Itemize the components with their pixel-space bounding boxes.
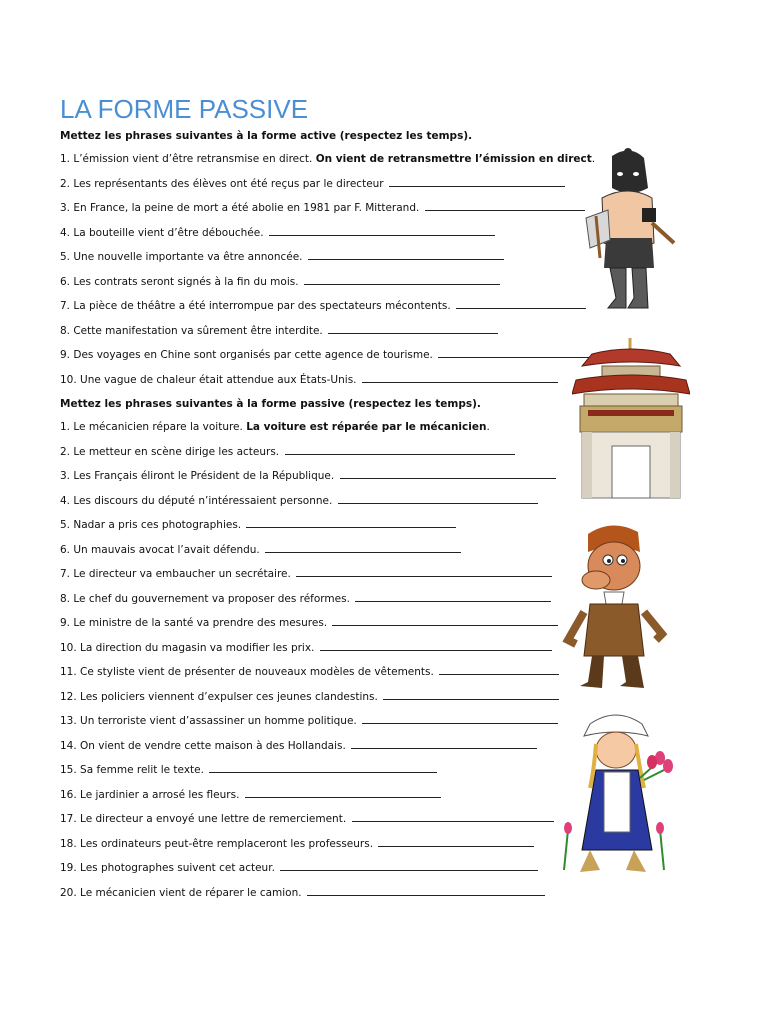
answer-blank[interactable]: [383, 690, 559, 700]
answer-blank[interactable]: [269, 226, 495, 236]
exercise-item: [60, 641, 552, 655]
exercise-sentence: 7. La pièce de théâtre a été interrompue par des spectateurs mécontents.: [60, 300, 451, 312]
answer-blank[interactable]: [280, 861, 538, 871]
exercise-item: [60, 886, 545, 900]
answer-blank[interactable]: [362, 714, 558, 724]
answer-blank[interactable]: [378, 837, 534, 847]
example-answer: On vient de retransmettre l’émission en direct: [315, 153, 592, 165]
answer-blank[interactable]: [362, 373, 558, 383]
exercise-item: [60, 837, 534, 851]
answer-blank[interactable]: [304, 275, 500, 285]
exercise-sentence: 17. Le directeur a envoyé une lettre de remerciement.: [60, 813, 347, 825]
answer-blank[interactable]: [307, 886, 545, 896]
exercise-item: [60, 690, 559, 704]
exercise-item: [60, 275, 500, 289]
exercise-item: [60, 226, 495, 240]
answer-blank[interactable]: [351, 739, 537, 749]
exercise-item: [60, 518, 456, 532]
exercise-item: [60, 616, 558, 630]
exercise-sentence: 7. Le directeur va embaucher un secrétaire.: [60, 568, 291, 580]
exercise-sentence: 6. Un mauvais avocat l’avait défendu.: [60, 544, 260, 556]
exercise-item: [60, 445, 515, 459]
exercise-item: [60, 324, 498, 338]
answer-blank[interactable]: [308, 250, 504, 260]
answer-blank[interactable]: [355, 592, 551, 602]
exercise-sentence: 14. On vient de vendre cette maison à des Hollandais.: [60, 740, 346, 752]
executioner-icon: [582, 148, 678, 313]
answer-blank[interactable]: [332, 616, 558, 626]
exercise-item: [60, 152, 595, 166]
exercise-sentence: 10. La direction du magasin va modifier les prix.: [60, 642, 315, 654]
answer-blank[interactable]: [389, 177, 565, 187]
exercise-item: [60, 763, 437, 777]
answer-blank[interactable]: [456, 299, 586, 309]
exercise-item: [60, 177, 565, 191]
exercise-item: [60, 567, 552, 581]
cartoon-man-icon: [562, 522, 670, 694]
exercise-item: [60, 812, 554, 826]
answer-blank[interactable]: [320, 641, 552, 651]
exercise-item: [60, 348, 598, 362]
answer-blank[interactable]: [352, 812, 554, 822]
exercise-item: [60, 469, 556, 483]
exercise-sentence: 1. Le mécanicien répare la voiture.: [60, 421, 243, 433]
exercise-item: [60, 543, 461, 557]
instruction-heading: Mettez les phrases suivantes à la forme passive (respectez les temps).: [60, 398, 481, 410]
exercise-sentence: 20. Le mécanicien vient de réparer le camion.: [60, 887, 302, 899]
exercise-sentence: 5. Nadar a pris ces photographies.: [60, 519, 242, 531]
exercise-sentence: 8. Cette manifestation va sûrement être interdite.: [60, 325, 323, 337]
exercise-sentence: 1. L’émission vient d’être retransmise en direct.: [60, 153, 313, 165]
exercise-item: [60, 739, 537, 753]
exercise-sentence: 9. Le ministre de la santé va prendre des mesures.: [60, 617, 328, 629]
exercise-sentence: 6. Les contrats seront signés à la fin du mois.: [60, 276, 299, 288]
instruction-heading: Mettez les phrases suivantes à la forme active (respectez les temps).: [60, 130, 473, 142]
exercise-item: [60, 494, 538, 508]
answer-punctuation: .: [591, 153, 596, 165]
answer-blank[interactable]: [340, 469, 556, 479]
exercise-sentence: 13. Un terroriste vient d’assassiner un homme politique.: [60, 715, 357, 727]
exercise-item: [60, 420, 490, 434]
exercise-item: [60, 788, 441, 802]
exercise-item: [60, 714, 558, 728]
exercise-sentence: 9. Des voyages en Chine sont organisés par cette agence de tourisme.: [60, 349, 433, 361]
exercise-sentence: 2. Le metteur en scène dirige les acteurs.: [60, 446, 280, 458]
exercise-item: [60, 299, 586, 313]
answer-blank[interactable]: [265, 543, 461, 553]
dutch-girl-tulips-icon: [560, 710, 676, 880]
exercise-sentence: 12. Les policiers viennent d’expulser ces jeunes clandestins.: [60, 691, 378, 703]
answer-blank[interactable]: [209, 763, 437, 773]
example-answer: La voiture est réparée par le mécanicien: [246, 421, 487, 433]
exercise-sentence: 4. La bouteille vient d’être débouchée.: [60, 227, 264, 239]
exercise-sentence: 15. Sa femme relit le texte.: [60, 764, 204, 776]
answer-blank[interactable]: [425, 201, 585, 211]
pagoda-icon: [572, 336, 690, 500]
exercise-item: [60, 665, 559, 679]
exercise-sentence: 16. Le jardinier a arrosé les fleurs.: [60, 789, 240, 801]
answer-punctuation: .: [486, 421, 490, 433]
exercise-item: [60, 373, 558, 387]
exercise-sentence: 8. Le chef du gouvernement va proposer des réformes.: [60, 593, 350, 605]
exercise-sentence: 4. Les discours du député n’intéressaient personne.: [60, 495, 333, 507]
exercise-sentence: 11. Ce styliste vient de présenter de nouveaux modèles de vêtements.: [60, 666, 434, 678]
exercise-sentence: 19. Les photographes suivent cet acteur.: [60, 862, 275, 874]
exercise-sentence: 3. En France, la peine de mort a été abolie en 1981 par F. Mitterand.: [60, 202, 420, 214]
answer-blank[interactable]: [285, 445, 515, 455]
exercise-sentence: 10. Une vague de chaleur était attendue aux États-Unis.: [60, 374, 357, 386]
answer-blank[interactable]: [296, 567, 552, 577]
exercise-item: [60, 861, 538, 875]
exercise-sentence: 2. Les représentants des élèves ont été reçus par le directeur: [60, 178, 384, 190]
exercise-item: [60, 201, 585, 215]
exercise-sentence: 3. Les Français éliront le Président de la République.: [60, 470, 335, 482]
answer-blank[interactable]: [246, 518, 456, 528]
answer-blank[interactable]: [328, 324, 498, 334]
exercise-item: [60, 592, 551, 606]
page-title: LA FORME PASSIVE: [60, 94, 309, 124]
answer-blank[interactable]: [338, 494, 538, 504]
exercise-sentence: 18. Les ordinateurs peut-être remplaceront les professeurs.: [60, 838, 374, 850]
exercise-sentence: 5. Une nouvelle importante va être annoncée.: [60, 251, 303, 263]
exercise-item: [60, 250, 504, 264]
answer-blank[interactable]: [439, 665, 559, 675]
answer-blank[interactable]: [245, 788, 441, 798]
